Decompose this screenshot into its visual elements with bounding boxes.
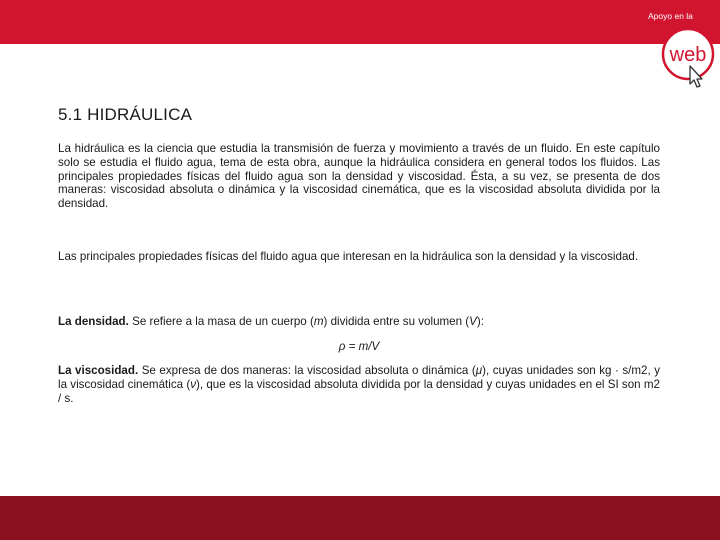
viscosity-text-c: ), que es la viscosidad absoluta dividida por la densidad y cuyas unidades en el SI son m2 / s. [58,377,660,405]
viscosity-var-mu: μ [475,364,483,377]
density-var-m: m [313,315,324,328]
logo-text: web [669,44,707,66]
properties-paragraph: Las principales propiedades físicas del fluido agua que interesan en la hidráulica son la densidad y la viscosidad. [58,250,639,263]
footer-band [0,496,720,540]
density-term: La densidad. [58,315,129,328]
density-text-c: ): [476,315,484,328]
viscosity-var-nu: ν [190,377,196,391]
density-formula: ρ = m/V [338,340,380,353]
viscosity-text-a: Se expresa de dos maneras: la viscosidad absoluta o dinámica ( [138,364,476,377]
intro-paragraph: La hidráulica es la ciencia que estudia la transmisión de fuerza y movimiento a través de un fluido. En este capítulo solo se estudia el fluido agua, tema de esta obra, aunque la hidráulica considera en general todos los fluidos. Las principales propiedades físicas del fluido agua son la densidad y viscosidad. Ésta, a su vez, se presenta de dos maneras: viscosidad absoluta o dinámica y la viscosidad cinemática, que es la viscosidad absoluta dividida por la densidad. [58,142,660,211]
density-text-a: Se refiere a la masa de un cuerpo ( [128,315,314,328]
section-title: 5.1 HIDRÁULICA [58,105,193,124]
viscosity-definition [58,364,660,405]
header-band [0,0,720,44]
viscosity-term: La viscosidad. [58,364,139,377]
density-var-v: V [469,315,477,328]
web-support-logo-icon[interactable] [658,26,720,96]
density-definition [58,315,660,329]
density-text-b: ) dividida entre su volumen ( [323,315,470,328]
viscosity-text-b: ), cuyas unidades son kg · s/m2, y la viscosidad cinemática ( [58,364,660,391]
logo-caption: Apoyo en la [648,11,693,21]
